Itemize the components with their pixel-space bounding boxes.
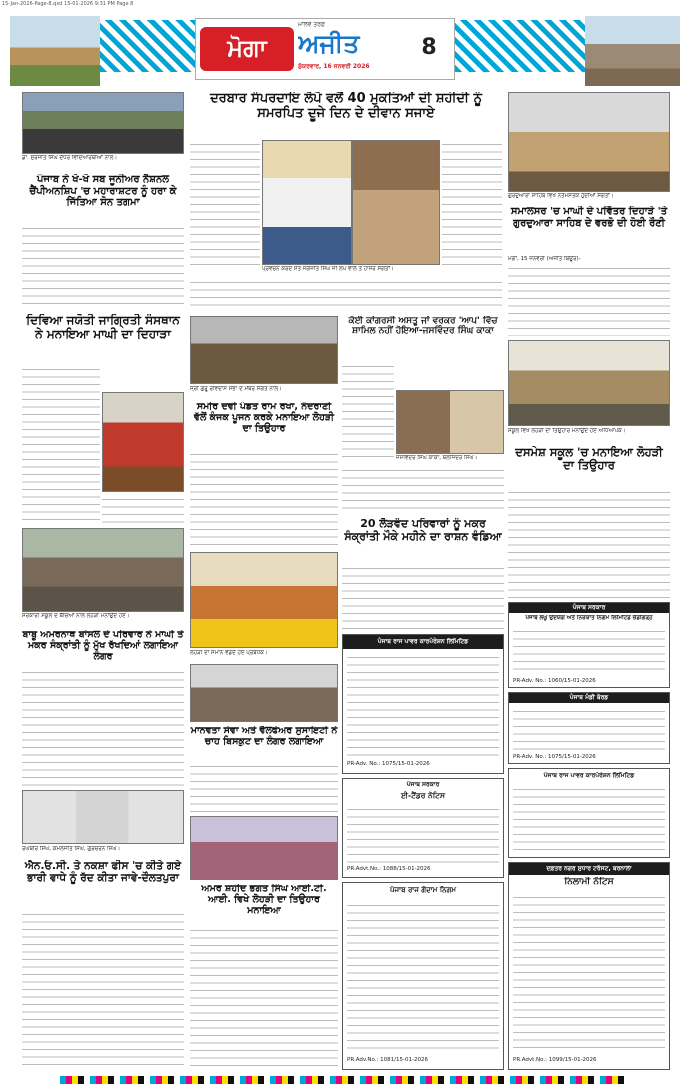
right-ad-4-body — [513, 893, 665, 1053]
warehouse-ad-pr: PR.Adv.No.: 1081/15-01-2026 — [347, 1057, 428, 1063]
registration-strip — [60, 1076, 630, 1084]
main-photo-2 — [352, 140, 440, 265]
right-caption2: ਸਕੂਲ ਵਿਖੇ ਲੋਹੜੀ ਦਾ ਤਿਉਹਾਰ ਮਨਾਉਂਦੇ ਹੋਏ ਅਧਿਆਪਕ। — [508, 428, 626, 434]
right-ad-1 — [508, 602, 670, 688]
pspcl-ad-body — [347, 653, 499, 758]
mid1-caption: ਲੋਹੜੀ ਦਾ ਸਮਾਨ ਵੰਡਦੇ ਹੋਏ ਪ੍ਰਬੰਧਕ। — [190, 650, 268, 656]
brand-name: ਅਜੀਤ — [298, 29, 360, 58]
main-body-col4 — [442, 140, 502, 270]
mid1-headline: ਸਮੀਰ ਦਵੀ ਪੰਡਤ ਰਾਮ ਰਖਾ, ਨੰਦਰਾਣੀ ਵੱਲੋਂ ਕੰਜਕ ਪੂਜਨ ਕਰਕੇ ਮਨਾਇਆ ਲੋਹੜੀ ਦਾ ਤਿਉਹਾਰ — [194, 402, 334, 434]
mid2-photo — [190, 664, 338, 722]
center-caption: ਜਸਵਿੰਦਰ ਸਿੰਘ ਕਾਕਾ, ਬਲਜਿੰਦਰ ਸਿੰਘ। — [396, 455, 478, 461]
tender-ad-org: ਪੰਜਾਬ ਸਰਕਾਰ — [406, 781, 440, 788]
right2-photo — [508, 340, 670, 426]
right-ad-4-title: ਨਿਲਾਮੀ ਨੋਟਿਸ — [564, 877, 614, 887]
left4-body — [22, 910, 184, 1070]
center-photo — [396, 390, 504, 454]
center-body2 — [342, 466, 504, 514]
right-ad-1-dept: ਪੰਜਾਬ ਲਘੂ ਉਦਯੋਗ ਅਤੇ ਨਿਰਯਾਤ ਨਿਗਮ ਲਿਮਿਟਿਡ ਚੰਡੀਗੜ੍ਹ — [525, 615, 653, 621]
main-headline: ਦਰਬਾਰ ਸੰਪਰਦਾਇ ਲੋਪੋ ਵਲੋਂ 40 ਮੁਕਤਿਆਂ ਦੀ ਸ਼ਹੀਦੀ ਨੂੰ ਸਮਰਪਿਤ ਦੂਜੇ ਦਿਨ ਦੇ ਦੀਵਾਨ ਸਜਾਏ — [210, 92, 482, 121]
tender-ad-title: ਈ-ਟੈਂਡਰ ਨੋਟਿਸ — [401, 791, 445, 800]
issue-date: ਸ਼ੁੱਕਰਵਾਰ, 16 ਜਨਵਰੀ 2026 — [298, 63, 370, 70]
left1-body — [22, 224, 184, 308]
right-caption1: ਗੁਰਦੁਆਰਾ ਸਾਹਿਬ ਵਿਖੇ ਨਤਮਸਤਕ ਹੁੰਦੀਆਂ ਸੰਗਤਾਂ। — [508, 193, 614, 199]
center2-body — [342, 564, 504, 630]
main-photo — [262, 140, 352, 265]
pspcl-ad-title: ਪੰਜਾਬ ਰਾਜ ਪਾਵਰ ਕਾਰਪੋਰੇਸ਼ਨ ਲਿਮਿਟਿਡ — [343, 635, 503, 649]
center2-headline: 20 ਲੋੜਵੰਦ ਪਰਿਵਾਰਾਂ ਨੂੰ ਮਕਰ ਸੰਕ੍ਰਾਂਤੀ ਮੌਕੇ ਮਹੀਨੇ ਦਾ ਰਾਸ਼ਨ ਵੰਡਿਆ — [344, 518, 502, 543]
tender-ad-body — [347, 805, 499, 863]
right1-body — [508, 264, 670, 336]
masthead-center — [195, 18, 455, 80]
left3-photo — [22, 528, 184, 612]
masthead — [0, 10, 687, 90]
right2-headline: ਦਸਮੇਸ਼ ਸਕੂਲ 'ਚ ਮਨਾਇਆ ਲੋਹੜੀ ਦਾ ਤਿਉਹਾਰ — [515, 446, 663, 473]
warehouse-ad-title: ਪੰਜਾਬ ਰਾਜ ਗੋਦਾਮ ਨਿਗਮ — [390, 886, 456, 894]
left3-body — [22, 668, 184, 786]
pspcl-ad — [342, 634, 504, 774]
edition-label: ਮਾਲਵੇ ਤਰਫ਼ — [298, 21, 325, 28]
warehouse-ad — [342, 882, 504, 1070]
mid-top-photo — [190, 316, 338, 384]
masthead-right-photo — [585, 16, 680, 86]
left3-headline: ਬਾਬੂ ਅਮਰਨਾਥ ਬਾਂਸਲ ਦੇ ਪਰਿਵਾਰ ਨੇ ਮਾਘੀ ਤੇ ਮਕਰ ਸੰਕ੍ਰਾਂਤੀ ਨੂੰ ਮੁੱਖ ਰੱਖਦਿਆਂ ਲਗਾਇਆ ਲੰਗਰ — [22, 630, 184, 662]
right-ad-3-title: ਪੰਜਾਬ ਰਾਜ ਪਾਵਰ ਕਾਰਪੋਰੇਸ਼ਨ ਲਿਮਿਟਿਡ — [543, 772, 635, 779]
right-ad-1-title: ਪੰਜਾਬ ਸਰਕਾਰ — [509, 603, 669, 613]
right1-headline: ਸਮਾਲਸਰ 'ਚ ਮਾਘੀ ਦੇ ਪਵਿੱਤਰ ਦਿਹਾੜੇ 'ਤੇ ਗੁਰਦੁਆਰਾ ਸਾਹਿਬ ਦੇ ਵਰਭੋ ਦੀ ਹੋਈ ਰੌਣੀ — [510, 206, 668, 229]
warehouse-ad-body — [347, 901, 499, 1053]
right-top-photo — [508, 92, 670, 192]
mid3-body — [190, 926, 338, 1072]
page-number: 8 — [421, 35, 437, 60]
right-ad-2 — [508, 692, 670, 764]
mid2-body — [190, 762, 338, 812]
right-ad-1-body — [513, 627, 665, 675]
left2-headline: ਦਿਵਿਆ ਜਯੋਤੀ ਜਾਗ੍ਰਿਤੀ ਸੰਸਥਾਨ ਨੇ ਮਨਾਇਆ ਮਾਘੀ ਦਾ ਦਿਹਾੜਾ — [26, 314, 180, 341]
mid3-photo — [190, 816, 338, 880]
right-ad-1-pr: PR-Adv. No.: 1060/15-01-2026 — [513, 678, 596, 684]
left2-photo — [102, 392, 184, 492]
mid2-headline: ਮਾਨਵਤਾ ਸੇਵਾ ਅਤੇ ਵੈਲਫੇਅਰ ਸੁਸਾਇਟੀ ਨੇ ਚਾਹ ਬਿਸਕੁਟ ਦਾ ਲੰਗਰ ਲਗਾਇਆ — [190, 726, 338, 747]
right-ad-4 — [508, 862, 670, 1070]
print-stamp: 15-Jan-2026-Page-8.qxd 15-01-2026 9:31 PM Page 8 — [2, 1, 134, 7]
center-headline: ਕੋਈ ਕਾਂਗਰਸੀ ਅਸਤੂ ਜਾਂ ਵਰਕਰ 'ਆਪ' ਵਿੱਚ ਸ਼ਾਮਿਲ ਨਹੀਂ ਹੋਇਆ-ਜਸਵਿੰਦਰ ਸਿੰਘ ਕਾਕਾ — [348, 316, 498, 337]
right-ad-3 — [508, 768, 670, 858]
masthead-right-pattern — [455, 20, 585, 72]
city-block: ਮੋਗਾ — [200, 27, 294, 71]
right-ad-4-pr: PR.Advt.No.: 1099/15-01-2026 — [513, 1057, 597, 1063]
tender-ad-pr: PR.Advt.No.: 1088/15-01-2026 — [347, 866, 431, 872]
masthead-left-pattern — [100, 20, 195, 72]
right-ad-3-body — [513, 785, 665, 855]
right-ad-2-pr: PR-Adv. No.: 1075/15-01-2026 — [513, 754, 596, 760]
pspcl-ad-pr: PR-Adv. No.: 1075/15-01-2026 — [347, 761, 430, 767]
mid1-photo — [190, 552, 338, 648]
left2-body2 — [102, 495, 184, 525]
main-body-bottom — [190, 278, 502, 312]
left4-caption: ਰਘਬੀਰ ਸਿੰਘ, ਕਮਲਜੀਤ ਸਿੰਘ, ਗੁਰਚਰਨ ਸਿੰਘ। — [22, 846, 121, 852]
right2-body — [508, 488, 670, 598]
tender-ad — [342, 778, 504, 878]
mid-caption1: ਸ੍ਰੀ ਗੁਰੂ ਰਵਿਦਾਸ ਸਭਾ ਦੇ ਮੈਂਬਰ ਸੰਗਤ ਨਾਲ। — [190, 386, 282, 392]
left3-caption: ਸਰਕਾਰੀ ਸਕੂਲ ਦੇ ਬੱਚਿਆਂ ਨਾਲ ਲੋਹੜੀ ਮਨਾਉਂਦੇ ਹੋਏ। — [22, 613, 130, 619]
masthead-left-photo — [10, 16, 100, 86]
left1-headline: ਪੰਜਾਬ ਨੇ ਖੋ-ਖੋ ਸਬ ਜੂਨੀਅਰ ਨੈਸ਼ਨਲ ਚੈਂਪੀਅਨਸ਼ਿਪ 'ਚ ਮਹਾਰਾਸ਼ਟਰ ਨੂੰ ਹਰਾ ਕੇ ਜਿੱਤਿਆ ਸੋਨ ਤਗਮਾ — [29, 174, 177, 208]
right-ad-2-body — [513, 707, 665, 751]
right-ad-4-org: ਦਫ਼ਤਰ ਨਗਰ ਸੁਧਾਰ ਟਰੱਸਟ, ਬਰਨਾਲਾ — [509, 863, 669, 875]
right-byline: ਮੋਗਾ, 15 ਜਨਵਰੀ (ਅਜੀਤ ਬਿਊਰੋ)- — [508, 256, 581, 262]
right-ad-2-title: ਪੰਜਾਬ ਮੰਡੀ ਬੋਰਡ — [509, 693, 669, 703]
left-top-photo — [22, 92, 184, 154]
left2-body — [22, 365, 100, 525]
left4-photo — [22, 790, 184, 844]
mid3-headline: ਅਮਰ ਸ਼ਹੀਦ ਭਗਤ ਸਿੰਘ ਆਈ.ਟੀ. ਆਈ. ਵਿਖੇ ਲੋਹੜੀ ਦਾ ਤਿਉਹਾਰ ਮਨਾਇਆ — [201, 884, 327, 916]
main-body-col1 — [190, 140, 260, 270]
mid1-body — [190, 450, 338, 550]
main-caption: ਪ੍ਰਵਚਨ ਕਰਦੇ ਸੰਤ ਜਗਜੀਤ ਸਿੰਘ ਜੀ ਲੋਪੋ ਵਾਲੇ ਤੇ ਹਾਜ਼ਰ ਸੰਗਤਾਂ। — [262, 266, 394, 272]
left-top-caption: ਡਾ. ਸੁਰਜੀਤ ਸਿੰਘ ਦੌਧਰ ਵਿਦਿਆਰਥੀਆਂ ਨਾਲ। — [22, 155, 118, 161]
center-body — [342, 362, 394, 462]
left4-headline: ਐਨ.ਓ.ਸੀ. ਤੇ ਨਕਸ਼ਾ ਫੀਸ 'ਚ ਕੀਤੇ ਗਏ ਭਾਰੀ ਵਾਧੇ ਨੂੰ ਰੱਦ ਕੀਤਾ ਜਾਵੇ-ਦੌਲਤਪੁਰਾ — [24, 860, 182, 885]
